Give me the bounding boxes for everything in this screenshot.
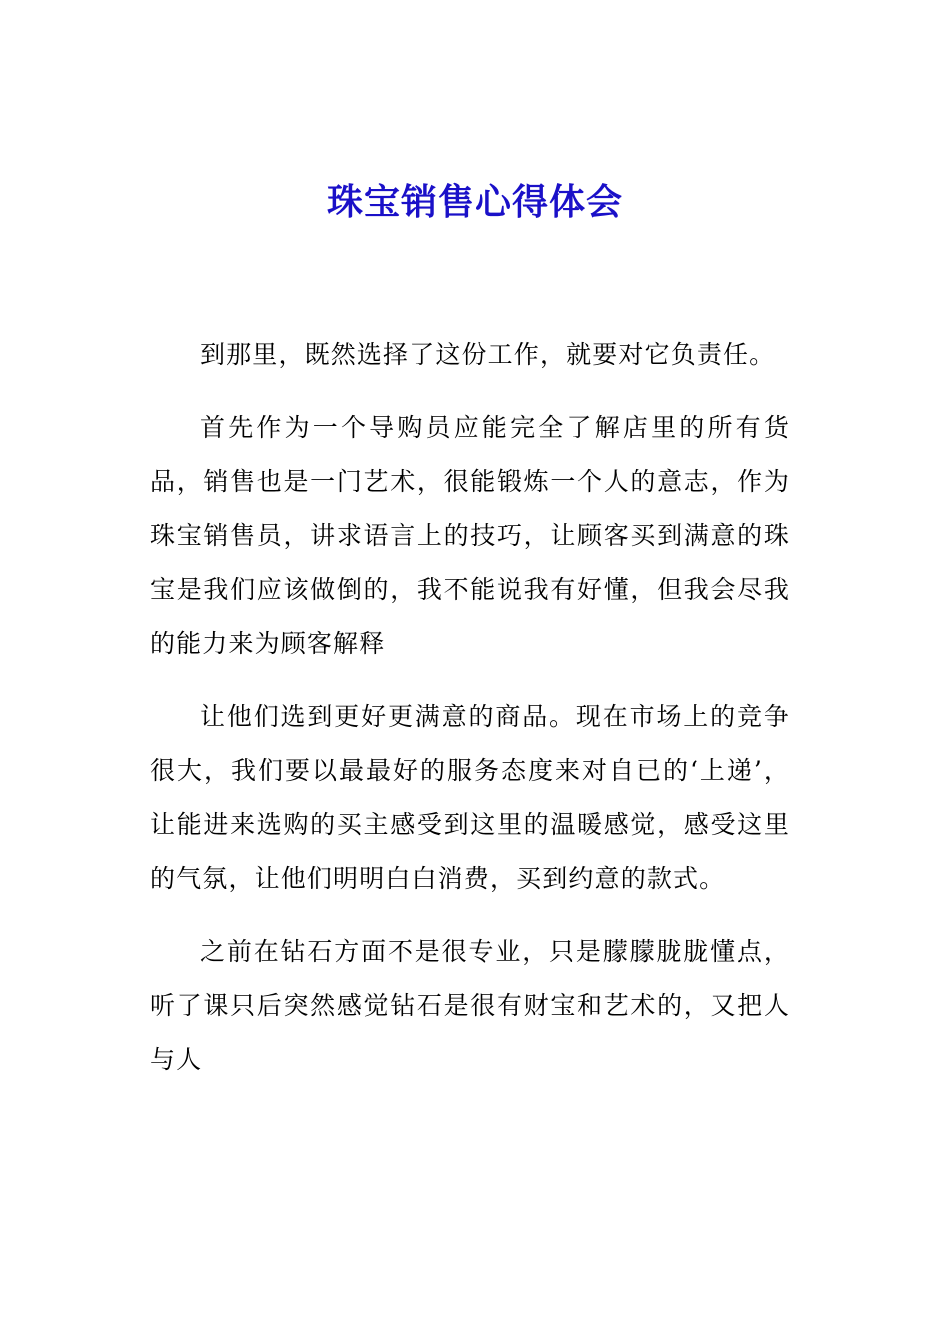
document-body [150,328,790,1106]
document-title: 珠宝销售心得体会 [326,182,623,223]
paragraph-3: 让他们选到更好更满意的商品。现在市场上的竞争很大，我们要以最最好的服务态度来对自已的‘上递’，让能进来选购的买主感受到这里的温暖感觉，感受这里的气氛，让他们明明白白消费，买到约意的款式。 [150,702,790,893]
paragraph-2: 首先作为一个导购员应能完全了解店里的所有货品，销售也是一门艺术，很能锻炼一个人的意志，作为珠宝销售员，讲求语言上的技巧，让顾客买到满意的珠宝是我们应该做倒的，我不能说我有好懂，但我会尽我的能力来为顾客解释 [150,413,790,658]
paragraph-4: 之前在钻石方面不是很专业，只是朦朦胧胧懂点，听了课只后突然感觉钻石是很有财宝和艺术的，又把人与人 [150,937,790,1074]
paragraph-1: 到那里，既然选择了这份工作，就要对它负责任。 [200,340,776,369]
